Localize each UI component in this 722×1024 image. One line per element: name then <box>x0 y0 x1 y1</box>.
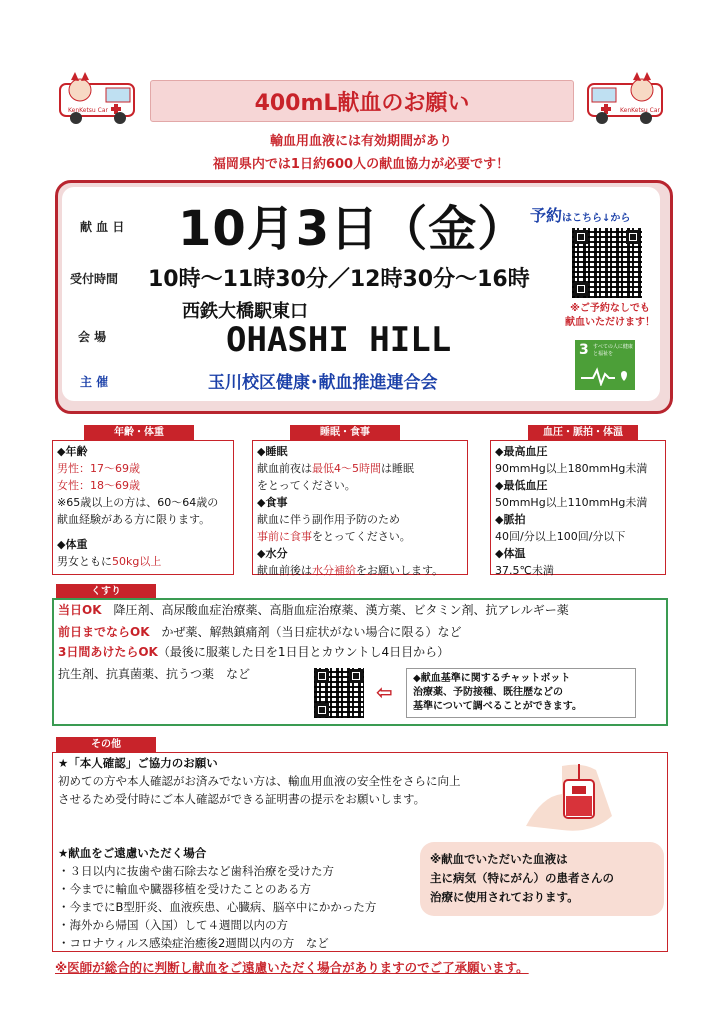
blood-bag-icon <box>522 756 622 834</box>
medicine-tag: くすり <box>56 584 156 600</box>
blood-pressure-tag: 血圧・脈拍・体温 <box>528 425 638 441</box>
donation-date: 10月3日（金） <box>178 201 527 257</box>
age-weight-box: ◆年齢 男性：17～69歳 女性：18～69歳 ※65歳以上の方は、60～64歳の 献血経験がある方に限ります。 ◆体重 男女ともに50kg以上 <box>52 440 234 575</box>
no-reservation-note: ※ご予約なしでも 献血いただけます！ <box>565 303 655 328</box>
left-arrow-icon: ⇦ <box>376 680 393 704</box>
sdg-goal-3-badge: 3 すべての人に健康と福祉を <box>575 340 635 390</box>
heartbeat-icon <box>581 366 629 386</box>
subtitle-1: 輸血用血液には有効期間があり <box>269 134 452 149</box>
host-label: 主 催 <box>80 375 109 389</box>
age-weight-tag: 年齢・体重 <box>84 425 194 441</box>
reservation-prompt: 予約はこちら↓から <box>530 206 631 225</box>
svg-text:KenKetsu Car: KenKetsu Car <box>68 107 108 114</box>
reservation-qr-code[interactable] <box>572 228 642 298</box>
page-title: 400mL献血のお願い <box>150 80 574 122</box>
sleep-meal-box: ◆睡眠 献血前夜は最低4～5時間は睡眠 をとってください。 ◆食事 献血に伴う副作用予防のため 事前に食事をとってください。 ◆水分 献血前後は水分補給をお願いします。 <box>252 440 468 575</box>
reception-time: 10時～11時30分／12時30分～16時 <box>148 267 530 292</box>
footer-note: ※医師が総合的に判断し献血をご遠慮いただく場合がありますのでご了承願います。 <box>55 960 529 975</box>
medicine-same-day: 当日OK 降圧剤、高尿酸血症治療薬、高脂血症治療薬、漢方薬、ビタミン剤、抗アレルギー薬 <box>58 603 569 617</box>
venue-label: 会 場 <box>78 330 107 344</box>
medicine-three-days: 3日間あけたらOK（最後に服薬した日を1日目とカウントし4日目から） <box>58 645 450 659</box>
blood-pressure-box: ◆最高血圧 90mmHg以上180mmHg未満 ◆最低血圧 50mmHg以上110mmHg未満 ◆脈拍 40回/分以上100回/分以下 ◆体温 37.5℃未満 <box>490 440 666 575</box>
subtitle-2: 福岡県内では1日約600人の献血協力が必要です！ <box>212 157 510 172</box>
date-label: 献 血 日 <box>80 220 125 234</box>
svg-text:KenKetsu Car: KenKetsu Car <box>620 107 660 114</box>
venue-name: OHASHI HILL <box>226 320 452 360</box>
venue-station: 西鉄大橋駅東口 <box>182 301 308 322</box>
other-tag: その他 <box>56 737 156 753</box>
time-label: 受付時間 <box>70 272 119 286</box>
blood-usage-note: ※献血でいただいた血液は 主に病気（特にがん）の患者さんの 治療に使用されております。 <box>420 842 664 916</box>
host-organization: 玉川校区健康･献血推進連合会 <box>208 373 438 393</box>
medicine-other: 抗生剤、抗真菌薬、抗うつ薬 など <box>58 667 251 681</box>
medicine-previous-day: 前日までならOK かぜ薬、解熱鎮痛剤（当日症状がない場合に限る）など <box>58 625 462 639</box>
blood-donation-car-right-icon <box>584 70 664 126</box>
sleep-meal-tag: 睡眠・食事 <box>290 425 400 441</box>
blood-donation-car-left-icon <box>58 70 138 126</box>
chatbot-qr-code[interactable] <box>314 668 364 718</box>
chatbot-info-box: ◆献血基準に関するチャットボット 治療薬、予防接種、既往歴などの 基準について調べることができます。 <box>406 668 636 718</box>
other-text: ★「本人確認」ご協力のお願い 初めての方や本人確認がお済みでない方は、輸血用血液の安全性をさらに向上 させるため受付時にご本人確認ができる証明書の提示をお願いします。 ★献血をご遠慮いただく場合 ・３日以内に抜歯や歯石除去など歯科治療を受けた方 ・今までに輸血や臓器移植を受けたことのある方 ・今までにB型肝炎、血液疾患、心臓病、脳卒中にかかった方 ・海外から帰国（入国）して４週間以内の方 ・コロナウィルス感染症治癒後2週間以内の方 など <box>58 756 461 950</box>
